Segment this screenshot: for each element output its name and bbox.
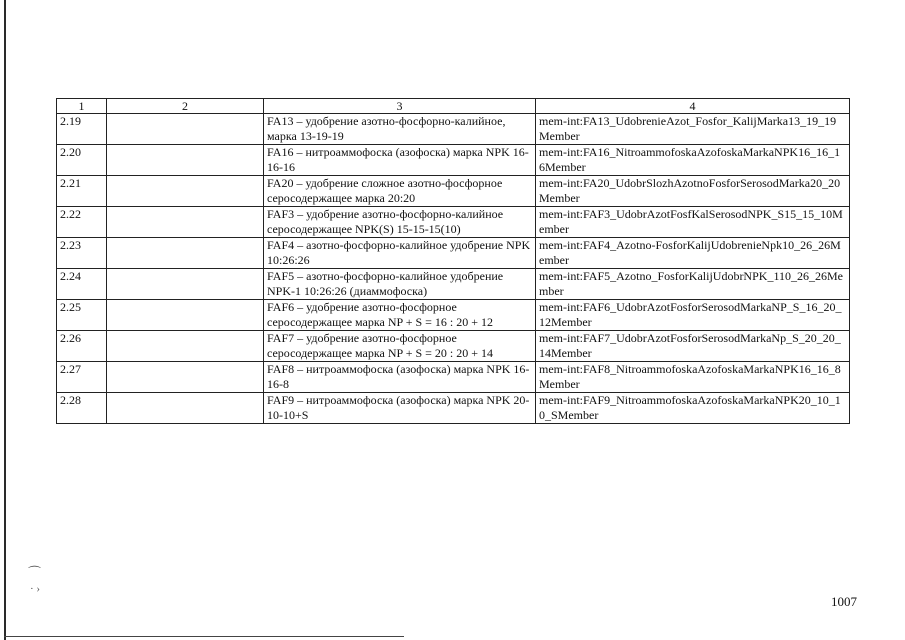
column-2-cell: [107, 176, 264, 207]
description-cell: FAF9 – нитроаммофоска (азофоска) марка NPK 20-10-10+S: [264, 393, 536, 424]
table-row: [57, 393, 850, 424]
left-margin-rule: [4, 0, 6, 640]
description-cell: FA16 – нитроаммофоска (азофоска) марка NPK 16-16-16: [264, 145, 536, 176]
column-header: 4: [536, 99, 850, 114]
member-code-cell: mem-int:FA13_UdobrenieAzot_Fosfor_KalijMarka13_19_19Member: [536, 114, 850, 145]
column-header: 2: [107, 99, 264, 114]
table-header-row: [57, 99, 850, 114]
member-code-cell: mem-int:FAF8_NitroammofoskaAzofoskaMarkaNPK16_16_8Member: [536, 362, 850, 393]
row-number-cell: 2.19: [57, 114, 107, 145]
row-number-cell: 2.23: [57, 238, 107, 269]
description-cell: FAF6 – удобрение азотно-фосфорное серосодержащее марка NP + S = 16 : 20 + 12: [264, 300, 536, 331]
description-cell: FAF7 – удобрение азотно-фосфорное серосодержащее марка NP + S = 20 : 20 + 14: [264, 331, 536, 362]
member-code-cell: mem-int:FAF7_UdobrAzotFosforSerosodMarkaNp_S_20_20_14Member: [536, 331, 850, 362]
description-cell: FAF3 – удобрение азотно-фосфорно-калийное серосодержащее NPK(S) 15-15-15(10): [264, 207, 536, 238]
table-row: [57, 269, 850, 300]
table-row: [57, 362, 850, 393]
row-number-cell: 2.28: [57, 393, 107, 424]
description-cell: FAF8 – нитроаммофоска (азофоска) марка NPK 16-16-8: [264, 362, 536, 393]
document-table: [56, 98, 850, 424]
column-2-cell: [107, 238, 264, 269]
description-cell: FAF5 – азотно-фосфорно-калийное удобрение NPK-1 10:26:26 (диаммофоска): [264, 269, 536, 300]
member-code-cell: mem-int:FAF4_Azotno-FosforKalijUdobrenieNpk10_26_26Member: [536, 238, 850, 269]
row-number-cell: 2.27: [57, 362, 107, 393]
description-cell: FAF4 – азотно-фосфорно-калийное удобрение NPK 10:26:26: [264, 238, 536, 269]
table-row: [57, 176, 850, 207]
table-body: [57, 114, 850, 424]
column-2-cell: [107, 362, 264, 393]
member-code-cell: mem-int:FAF6_UdobrAzotFosforSerosodMarkaNP_S_16_20_12Member: [536, 300, 850, 331]
member-code-cell: mem-int:FAF3_UdobrAzotFosfKalSerosodNPK_S15_15_10Member: [536, 207, 850, 238]
member-code-cell: mem-int:FA20_UdobrSlozhAzotnoFosforSerosodMarka20_20Member: [536, 176, 850, 207]
table-row: [57, 300, 850, 331]
column-2-cell: [107, 269, 264, 300]
table-row: [57, 238, 850, 269]
member-code-cell: mem-int:FAF5_Azotno_FosforKalijUdobrNPK_110_26_26Member: [536, 269, 850, 300]
margin-mark-bottom: · ›: [30, 583, 41, 595]
column-header: 1: [57, 99, 107, 114]
description-cell: FA13 – удобрение азотно-фосфорно-калийное, марка 13-19-19: [264, 114, 536, 145]
column-2-cell: [107, 393, 264, 424]
column-2-cell: [107, 145, 264, 176]
row-number-cell: 2.24: [57, 269, 107, 300]
table-row: [57, 207, 850, 238]
column-2-cell: [107, 207, 264, 238]
table-row: [57, 145, 850, 176]
table-row: [57, 114, 850, 145]
column-2-cell: [107, 300, 264, 331]
margin-mark-top: ⌒: [28, 565, 42, 580]
row-number-cell: 2.21: [57, 176, 107, 207]
table-row: [57, 331, 850, 362]
column-header: 3: [264, 99, 536, 114]
member-code-cell: mem-int:FA16_NitroammofoskaAzofoskaMarkaNPK16_16_16Member: [536, 145, 850, 176]
page-number: 1007: [831, 594, 857, 609]
row-number-cell: 2.20: [57, 145, 107, 176]
row-number-cell: 2.25: [57, 300, 107, 331]
bottom-margin-rule: [4, 636, 404, 637]
column-2-cell: [107, 114, 264, 145]
description-cell: FA20 – удобрение сложное азотно-фосфорное серосодержащее марка 20:20: [264, 176, 536, 207]
member-code-cell: mem-int:FAF9_NitroammofoskaAzofoskaMarkaNPK20_10_10_SMember: [536, 393, 850, 424]
row-number-cell: 2.22: [57, 207, 107, 238]
column-2-cell: [107, 331, 264, 362]
row-number-cell: 2.26: [57, 331, 107, 362]
